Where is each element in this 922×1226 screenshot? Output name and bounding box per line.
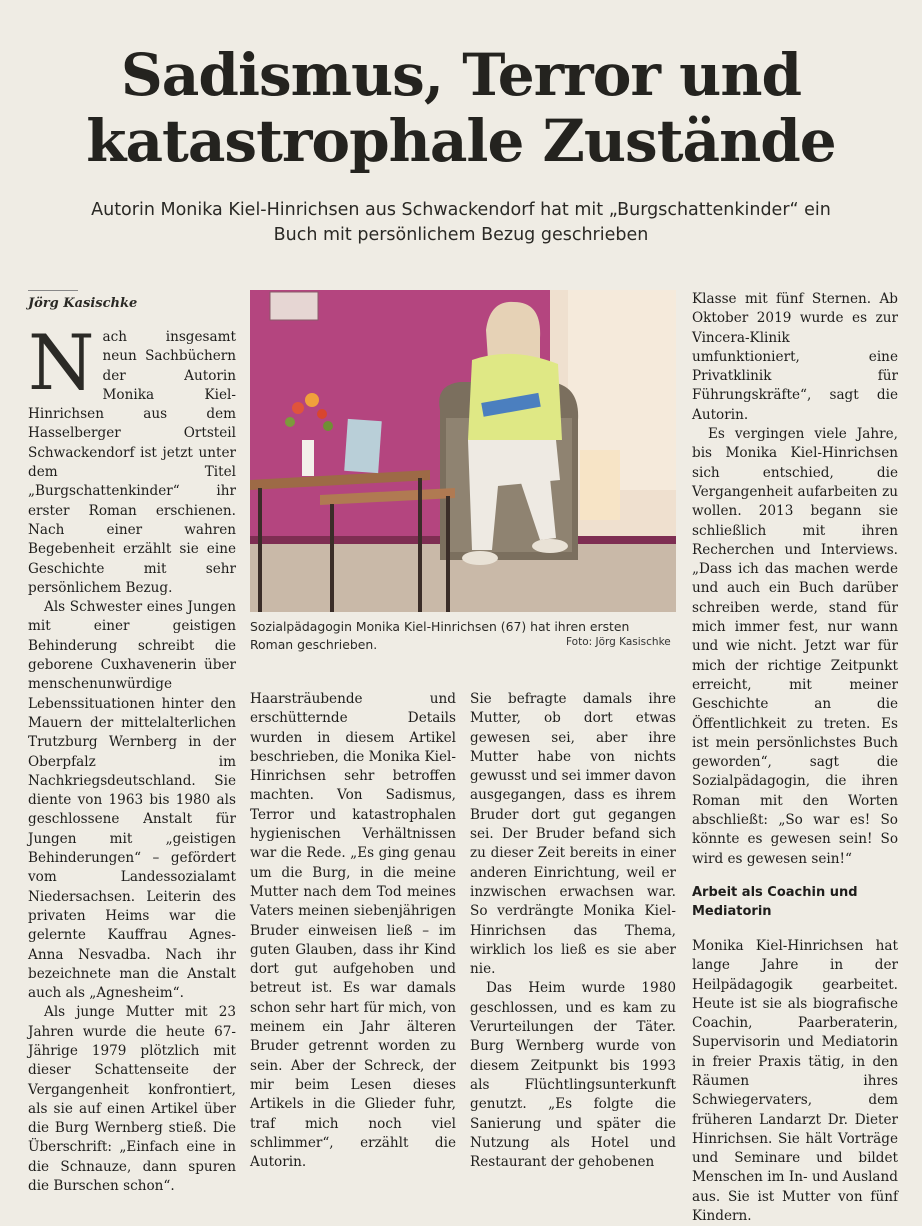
photo-illustration	[250, 290, 676, 612]
col1-paragraph-2: Als Schwester eines Jungen mit einer geistigen Behinderung schreibt die geborene Cuxhavenerin über menschenunwürdige Lebenssituationen hinter den Mauern der mittelalterlichen Trutzburg Wernberg in der Oberpfalz im Nachkriegsdeutschland. Sie diente von 1963 bis 1980 als geschlossene Anstalt für Jungen mit „geistigen Behinderungen“ – gefördert vom Landessozialamt Niedersachsen. Leiterin des privaten Heims war die gelernte Kauffrau Agnes-Anna Nesvadba. Nach ihr bezeichnete man die Anstalt auch als „Agnesheim“.	[28, 599, 236, 1002]
col3-paragraph-1: Sie befragte damals ihre Mutter, ob dort etwas gewesen sei, aber ihre Mutter habe von nichts gewusst und sei immer davon ausgegangen, dass es ihrem Bruder dort gut gegangen sei. Der Bruder befand sich zu dieser Zeit bereits in einer anderen Einrichtung, weil er inzwischen erwachsen war. So verdrängte Monika Kiel-Hinrichsen das Thema, wirklich los ließ es sie aber nie.	[470, 691, 676, 978]
subheadline: Autorin Monika Kiel-Hinrichsen aus Schwackendorf hat mit „Burgschattenkinder“ ein Buch mit persönlichem Bezug geschrieben	[91, 200, 831, 245]
headline: Sadismus, Terror und katastrophale Zustände	[86, 41, 836, 175]
col1-paragraph-3: Als junge Mutter mit 23 Jahren wurde die heute 67-Jährige 1979 plötzlich mit dieser Schattenseite der Vergangenheit konfrontiert, als sie auf einen Artikel über die Burg Wernberg stieß. Die Überschrift: „Einfach eine in die Schnauze, dann spuren die Burschen schon“.	[28, 1004, 236, 1195]
article-photo	[250, 290, 676, 612]
col4-paragraph-1: Klasse mit fünf Sternen. Ab Oktober 2019 wurde es zur Vincera-Klinik umfunktioniert, eine Privatklinik für Führungskräfte“, sagt die Autorin.	[692, 291, 898, 423]
col3-paragraph-2: Das Heim wurde 1980 geschlossen, und es kam zu Verurteilungen der Täter. Burg Wernberg wurde von diesem Zeitpunkt bis 1993 als Flüchtlingsunterkunft genutzt. „Es folgte die Sanierung und später die Nutzung als Hotel und Restaurant der gehobenen	[470, 980, 676, 1171]
col4-paragraph-3: Monika Kiel-Hinrichsen hat lange Jahre in der Heilpädagogik gearbeitet. Heute ist sie als biografische Coachin, Paarberaterin, Supervisorin und Mediatorin in freier Praxis tätig, in den Räumen ihres Schwiegervaters, dem früheren Landarzt Dr. Dieter Hinrichsen. Sie hält Vorträge und Seminare und bildet Menschen im In- und Ausland aus. Sie ist Mutter von fünf Kindern.	[692, 937, 898, 1225]
byline: Jörg Kasischke	[28, 296, 138, 311]
col1-paragraph-1: Nach insgesamt neun Sachbüchern der Autorin Monika Kiel-Hinrichsen aus dem Hasselberger Ortsteil Schwackendorf ist jetzt unter dem Titel „Burgschattenkinder“ ihr erster Roman erschienen. Nach einer wahren Begebenheit erzählt sie eine Geschichte mit sehr persönlichem Bezug.	[28, 318, 236, 596]
dropcap: N	[28, 318, 95, 407]
section-subheading: Arbeit als Coachin und Mediatorin	[692, 884, 858, 919]
column-1	[28, 318, 236, 1196]
photo-credit: Foto: Jörg Kasischke	[566, 636, 671, 648]
column-3	[470, 690, 676, 1172]
col2-paragraph-1: Haarsträubende und erschütternde Details wurden in diesem Artikel beschrieben, die Monika Kiel-Hinrichsen sehr betroffen machten. Von Sadismus, Terror und katastrophalen hygienischen Verhältnissen war die Rede. „Es ging genau um die Burg, in die meine Mutter nach dem Tod meines Vaters meinen siebenjährigen Bruder einweisen ließ – im guten Glauben, dass ihr Kind dort gut aufgehoben und betreut ist. Es war damals schon sehr hart für mich, von meinem ein Jahr älteren Bruder getrennt worden zu sein. Aber der Schreck, der mir beim Lesen dieses Artikels in die Glieder fuhr, traf mich noch viel schlimmer“, erzählt die Autorin.	[250, 691, 456, 1171]
column-2	[250, 690, 456, 1172]
column-4	[692, 290, 898, 1226]
byline-rule	[28, 290, 78, 291]
col4-paragraph-2: Es vergingen viele Jahre, bis Monika Kiel-Hinrichsen sich entschied, die Vergangenheit aufarbeiten zu wollen. 2013 begann sie schließlich mit ihren Recherchen und Interviews. „Dass ich das machen werde und auch ein Buch darüber schreiben werde, stand für mich immer fest, nur wann und wie nicht. Jetzt war für mich der richtige Zeitpunkt erreicht, mit meiner Geschichte an die Öffentlichkeit zu treten. Es ist mein persönlichstes Buch geworden“, sagt die Sozialpädagogin, die ihren Roman mit den Worten abschließt: „So war es! So könnte es gewesen sein! So wird es gewesen sein!“	[692, 426, 898, 867]
photo-caption: Sozialpädagogin Monika Kiel-Hinrichsen (67) hat ihren ersten Roman geschrieben.	[250, 619, 630, 652]
